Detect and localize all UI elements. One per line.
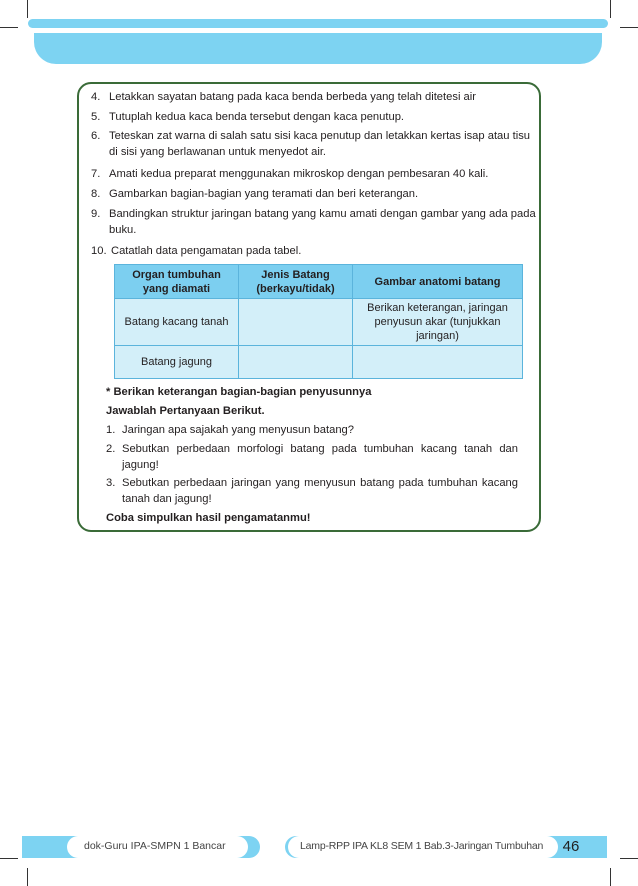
table-row (115, 346, 523, 379)
question-item (106, 422, 518, 438)
step-text: Catatlah data pengamatan pada tabel. (111, 245, 302, 257)
crop-mark (610, 868, 611, 886)
header-band-top (28, 19, 608, 28)
step-text: Amati kedua preparat menggunakan mikroskop dengan pembesaran 40 kali. (109, 168, 489, 180)
header-band (34, 33, 602, 64)
step-number: 7. (91, 168, 101, 180)
page-number: 46 (562, 838, 580, 855)
crop-mark (0, 27, 18, 28)
crop-mark (0, 858, 18, 859)
column-header: Gambar anatomi batang (353, 265, 523, 299)
step-text: Gambarkan bagian-bagian yang teramati dan beri keterangan. (109, 188, 419, 200)
crop-mark (610, 0, 611, 18)
step-number: 9. (91, 208, 101, 220)
step-number: 10. (91, 245, 107, 257)
step-number: 4. (91, 91, 101, 103)
step-number: 5. (91, 111, 101, 123)
question-number: 3. (106, 477, 116, 489)
step-text: Tutuplah kedua kaca benda tersebut dengan kaca penutup. (109, 111, 405, 123)
crop-mark (620, 27, 638, 28)
step-number: 8. (91, 188, 101, 200)
step-item (91, 128, 536, 160)
question-number: 1. (106, 424, 116, 436)
questions-title: Jawablah Pertanyaan Berikut. (106, 405, 265, 417)
question-text: Jaringan apa sajakah yang menyusun batang? (122, 424, 354, 436)
step-text: Letakkan sayatan batang pada kaca benda berbeda yang telah ditetesi air (109, 91, 476, 103)
question-item (106, 441, 518, 473)
footer-right-text: Lamp-RPP IPA KL8 SEM 1 Bab.3-Jaringan Tumbuhan (300, 840, 544, 852)
step-number: 6. (91, 130, 101, 142)
step-text: Bandingkan struktur jaringan batang yang kamu amati dengan gambar yang ada pada buku. (109, 208, 536, 236)
question-text: Sebutkan perbedaan jaringan yang menyusun batang pada tumbuhan kacang tanah dan jagung! (122, 477, 518, 505)
table-cell (239, 346, 353, 379)
table-note: * Berikan keterangan bagian-bagian penyusunnya (106, 386, 372, 398)
step-text: Teteskan zat warna di salah satu sisi kaca penutup dan letakkan kertas isap atau tisu di sisi yang berlawanan untuk menyedot air. (109, 130, 531, 158)
crop-mark (27, 868, 28, 886)
crop-mark (620, 858, 638, 859)
step-item (91, 109, 541, 125)
crop-mark (27, 0, 28, 18)
step-item (91, 166, 541, 182)
question-text: Sebutkan perbedaan morfologi batang pada tumbuhan kacang tanah dan jagung! (122, 443, 518, 471)
step-item (91, 89, 541, 105)
conclusion-prompt: Coba simpulkan hasil pengamatanmu! (106, 512, 311, 524)
table-header-row (115, 265, 523, 299)
header-divider (28, 29, 608, 31)
table-cell (353, 346, 523, 379)
question-item (106, 475, 518, 507)
column-header: Organ tumbuhan yang diamati (115, 265, 239, 299)
step-item (91, 243, 541, 259)
column-header: Jenis Batang (berkayu/tidak) (239, 265, 353, 299)
table-cell: Batang kacang tanah (115, 299, 239, 346)
step-item (91, 206, 536, 238)
table-row (115, 299, 523, 346)
observation-table (114, 264, 523, 379)
table-cell: Batang jagung (115, 346, 239, 379)
table-cell: Berikan keterangan, jaringan penyusun akar (tunjukkan jaringan) (353, 299, 523, 346)
table-cell (239, 299, 353, 346)
footer-left-text: dok-Guru IPA-SMPN 1 Bancar (84, 840, 226, 852)
step-item (91, 186, 541, 202)
question-number: 2. (106, 443, 116, 455)
